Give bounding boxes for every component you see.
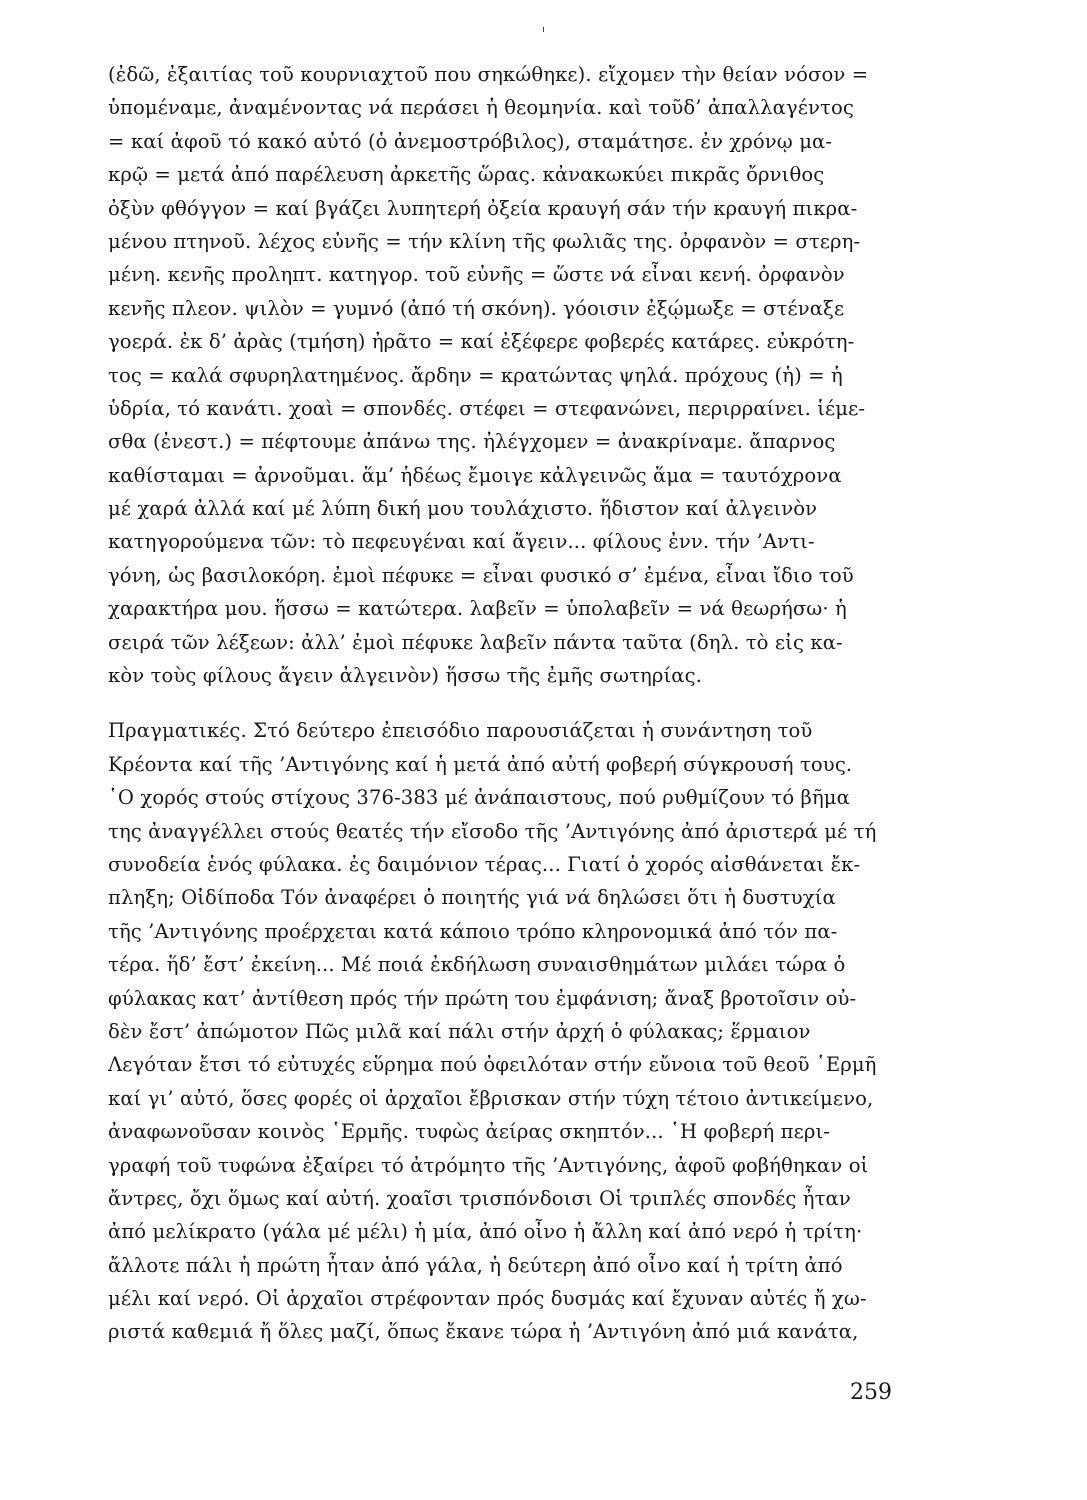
text-line: ἀναφωνοῦσαν κοινὸς ῾Ερμῆς. τυφὼς ἀείρας σκηπτόν... ῾Η φοβερή περι- [108, 1120, 831, 1144]
text-line: ῾Ο χορός στούς στίχους 376-383 μέ ἀνάπαιστους, πού ρυθμίζουν τό βῆμα [108, 786, 850, 810]
text-line: Κρέοντα καί τῆς ’Αντιγόνης καί ἡ μετά ἀπό αὐτή φοβερή σύγκρουσή τους. [108, 752, 853, 776]
text-line: κὸν τοὺς φίλους ἄγειν ἀλγεινὸν) ἥσσω τῆς ἐμῆς σωτηρίας. [108, 664, 702, 688]
text-line: φύλακας κατ’ ἀντίθεση πρός τήν πρώτη του ἐμφάνιση; ἄναξ βροτοῖσιν οὐ- [108, 986, 857, 1010]
text-line: καθίσταμαι = ἀρνοῦμαι. ἅμ’ ἡδέως ἔμοιγε κἀλγεινῶς ἅμα = ταυτόχρονα [108, 463, 842, 487]
text-line: κενῆς πλεον. ψιλὸν = γυμνό (ἀπό τή σκόνη). γόοισιν ἐξῴμωξε = στέναξε [108, 296, 845, 320]
text-line: καί γι’ αὐτό, ὅσες φορές οἱ ἀρχαῖοι ἔβρισκαν στήν τύχη τέτοιο ἀντικείμενο, [108, 1086, 874, 1110]
paragraph-gap [108, 692, 892, 714]
text-line: ἄλλοτε πάλι ἡ πρώτη ἦταν ἀπό γάλα, ἡ δεύτερη ἀπό οἶνο καί ἡ τρίτη ἀπό [108, 1253, 843, 1277]
text-line: χαρακτήρα μου. ἥσσω = κατώτερα. λαβεῖν = ὑπολαβεῖν = νά θεωρήσω· ἡ [108, 597, 847, 621]
text-line: μένη. κενῆς προληπτ. κατηγορ. τοῦ εὐνῆς = ὥστε νά εἶναι κενή. ὀρφανὸν [108, 263, 845, 287]
text-line: ἀπό μελίκρατο (γάλα μέ μέλι) ἡ μία, ἀπό οἶνο ἡ ἄλλη καί ἀπό νερό ἡ τρίτη· [108, 1220, 863, 1244]
text-line: της ἀναγγέλλει στούς θεατές τήν εἴσοδο τῆς ’Αντιγόνης ἀπό ἀριστερά μέ τή [108, 819, 877, 843]
text-line: Λεγόταν ἔτσι τό εὐτυχές εὕρημα πού ὀφειλόταν στήν εὔνοια τοῦ θεοῦ ῾Ερμῆ [108, 1053, 877, 1077]
scan-speck [543, 27, 544, 32]
text-line: πληξη; Οἰδίποδα Τόν ἀναφέρει ὁ ποιητής γιά νά δηλώσει ὅτι ἡ δυστυχία [108, 886, 836, 910]
text-line: δὲν ἔστ’ ἀπώμοτον Πῶς μιλᾶ καί πάλι στήν ἀρχή ὁ φύλακας; ἕρμαιον [108, 1019, 811, 1043]
text-line: γόνη, ὡς βασιλοκόρη. ἐμοὶ πέφυκε = εἶναι φυσικό σ’ ἐμένα, εἶναι ἴδιο τοῦ [108, 563, 854, 587]
text-line: κρῷ = μετά ἀπό παρέλευση ἀρκετῆς ὥρας. κἀνακωκύει πικρᾶς ὄρνιθος [108, 163, 825, 187]
text-line: Πραγματικές. Στό δεύτερο ἐπεισόδιο παρουσιάζεται ἡ συνάντηση τοῦ [108, 719, 813, 743]
text-line: ριστά καθεμιά ἤ ὅλες μαζί, ὅπως ἔκανε τώρα ἡ ’Αντιγόνη ἀπό μιά κανάτα, [108, 1320, 859, 1344]
text-line: τέρα. ἥδ’ ἔστ’ ἐκείνη... Μέ ποιά ἐκδήλωση συναισθημάτων μιλάει τώρα ὁ [108, 953, 846, 977]
text-line: τῆς ’Αντιγόνης προέρχεται κατά κάποιο τρόπο κληρονομικά ἀπό τόν πα- [108, 919, 838, 943]
text-line: ὑπομέναμε, ἀναμένοντας νά περάσει ἡ θεομηνία. καὶ τοῦδ’ ἀπαλλαγέντος [108, 96, 854, 120]
text-column [108, 58, 892, 1349]
text-line: γραφή τοῦ τυφώνα ἐξαίρει τό ἀτρόμητο τῆς ’Αντιγόνης, ἀφοῦ φοβήθηκαν οἱ [108, 1153, 869, 1177]
text-line: ὑδρία, τό κανάτι. χοαὶ = σπονδές. στέφει = στεφανώνει, περιρραίνει. ἱέμε- [108, 396, 866, 420]
text-line: (ἐδῶ, ἐξαιτίας τοῦ κουρνιαχτοῦ που σηκώθηκε). εἴχομεν τὴν θείαν νόσον = [108, 63, 869, 86]
text-line: σειρά τῶν λέξεων: ἀλλ’ ἐμοὶ πέφυκε λαβεῖν πάντα ταῦτα (δηλ. τὸ εἰς κα- [108, 630, 843, 654]
text-line: = καί ἀφοῦ τό κακό αὐτό (ὁ ἀνεμοστρόβιλος), σταμάτησε. ἐν χρόνῳ μα- [108, 129, 833, 153]
text-line: μέ χαρά ἀλλά καί μέ λύπη δική μου τουλάχιστο. ἥδιστον καί ἀλγεινὸν [108, 497, 818, 521]
text-line: γοερά. ἐκ δ’ ἀρὰς (τμήση) ἠρᾶτο = καί ἐξέφερε φοβερές κατάρες. εὐκρότη- [108, 330, 855, 354]
text-line: σθα (ἐνεστ.) = πέφτουμε ἀπάνω της. ἠλέγχομεν = ἀνακρίναμε. ἄπαρνος [108, 430, 836, 454]
text-line: συνοδεία ἑνός φύλακα. ἐς δαιμόνιον τέρας... Γιατί ὁ χορός αἰσθάνεται ἔκ- [108, 852, 861, 876]
text-line: μέλι καί νερό. Οἱ ἀρχαῖοι στρέφονταν πρός δυσμάς καί ἔχυναν αὐτές ἤ χω- [108, 1287, 867, 1311]
page-number: 259 [850, 1380, 892, 1405]
text-line: τος = καλά σφυρηλατημένος. ἄρδην = κρατώντας ψηλά. πρόχους (ἡ) = ἡ [108, 363, 843, 387]
text-line: κατηγορούμενα τῶν: τὸ πεφευγέναι καί ἄγειν... φίλους ἐνν. τήν ’Αντι- [108, 530, 815, 554]
section-paragraph [108, 714, 892, 1348]
text-line: μένου πτηνοῦ. λέχος εὐνῆς = τήν κλίνη τῆς φωλιᾶς της. ὀρφανὸν = στερη- [108, 229, 861, 253]
glossary-paragraph [108, 58, 892, 692]
text-line: ἄντρες, ὄχι ὅμως καί αὐτή. χοαῖσι τρισπόνδοισι Οἱ τριπλές σπονδές ἦταν [108, 1186, 851, 1210]
text-line: ὀξὺν φθόγγον = καί βγάζει λυπητερή ὀξεία κραυγή σάν τήν κραυγή πικρα- [108, 196, 858, 220]
